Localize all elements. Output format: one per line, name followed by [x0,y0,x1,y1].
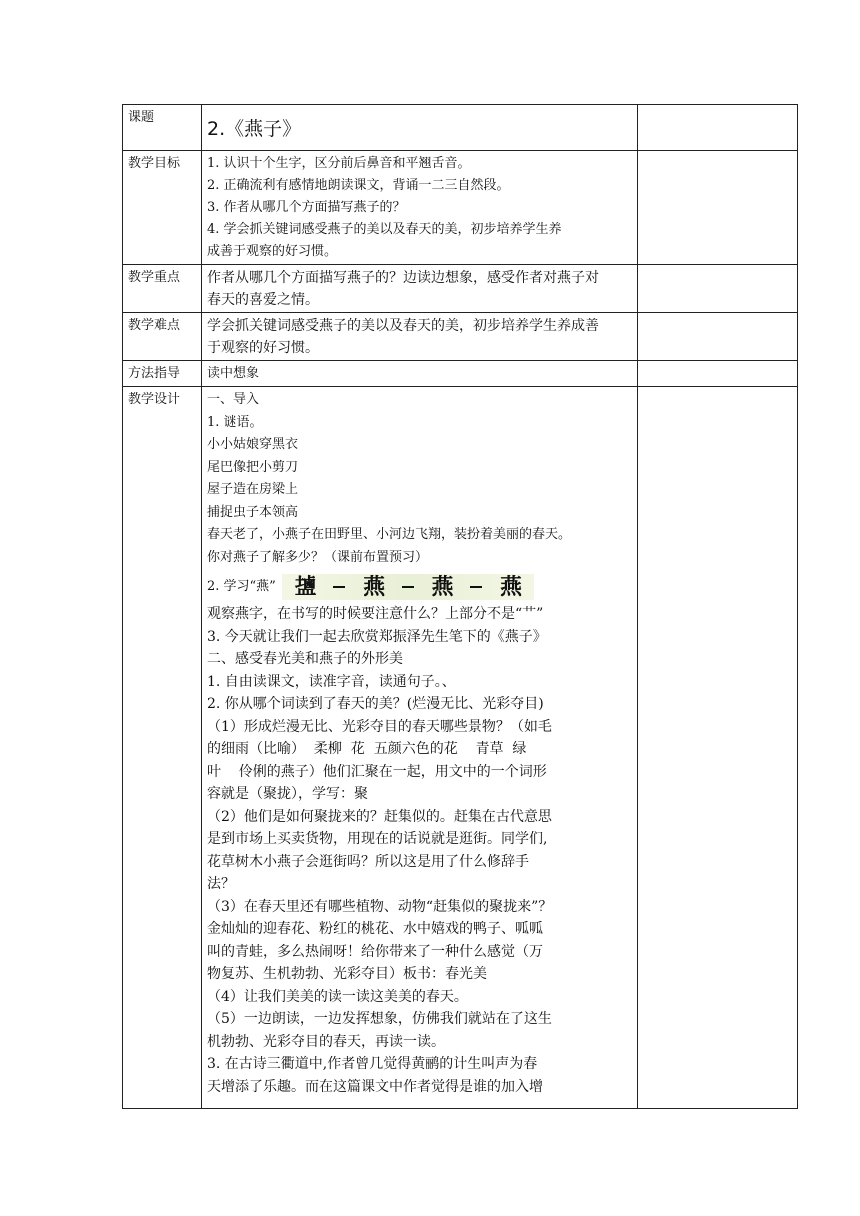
label-method: 方法指导 [123,361,202,387]
notes-cell-difficulty [638,313,798,361]
design-line: 花草树木小燕子会逛街吗？所以这是用了什么修辞手 [207,853,529,870]
label-title: 课题 [123,105,202,151]
design-line: 小小姑娘穿黑衣 [207,437,299,452]
label-design: 教学设计 [123,387,202,1109]
design-line: 容就是（聚拢），学写：聚 [207,786,368,802]
arrow-dash [333,586,345,588]
design-line: 1. 谜语。 [207,414,263,430]
design-line: 1. 自由读课文，读准字音，读通句子。、 [207,673,456,690]
design-line: 二、感受春光美和燕子的外形美 [207,651,403,667]
design-line: （3）在春天里还有哪些植物、动物“赶集似的聚拢来”？ [207,898,553,915]
design-line: 金灿灿的迎春花、粉红的桃花、水中嬉戏的鸭子、呱呱 [207,921,543,937]
yan-evolution-image [282,574,534,600]
design-cell [202,387,638,1109]
notes-cell-method [638,361,798,387]
design-line: 3. 在古诗三衢道中,作者曾几觉得黄鹂的计生叫声为春 [207,1056,538,1072]
label-difficulty: 教学难点 [123,313,202,361]
row-design [123,387,798,1109]
design-line: （4）让我们美美的读一读这美美的春天。 [207,988,468,1005]
label-goals: 教学目标 [123,151,202,265]
notes-cell-goals [638,151,798,265]
difficulty-line: 于观察的好习惯。 [207,340,319,356]
row-goals [123,151,798,265]
row-focus [123,265,798,313]
design-line: （2）他们是如何聚拢来的？赶集似的。赶集在古代意思 [207,808,552,825]
design-line: 叶 伶俐的燕子）他们汇聚在一起，用文中的一个词形 [207,763,547,780]
design-line: 叫的青蛙，多么热闹呀！给你带来了一种什么感觉（万 [207,943,543,960]
design-line: 观察燕字，在书写的时候要注意什么？上部分不是“艹” [207,606,544,622]
design-line: 屋子造在房梁上 [207,482,299,497]
goal-item: 成善于观察的好习惯。 [207,244,338,259]
design-line: 物复苏、生机勃勃、光彩夺目）板书：春光美 [207,966,487,982]
focus-line: 作者从哪几个方面描写燕子的？边读边想象，感受作者对燕子对 [207,270,599,286]
design-line: 的细雨（比喻） 柔柳 花 五颜六色的花 青草 绿 [207,741,527,757]
yan-glyph-oracle: 𪉩 [294,574,316,600]
lesson-title: 2.《燕子》 [202,105,638,151]
design-line: 法？ [207,876,235,892]
design-line: 天增添了乐趣。而在这篇课文中作者觉得是谁的加入增 [207,1078,543,1095]
design-line: （5）一边朗读，一边发挥想象，仿佛我们就站在了这生 [207,1011,552,1027]
design-line: 你对燕子了解多少？（课前布置预习） [207,549,429,565]
goal-item: 3. 作者从哪几个方面描写燕子的？ [207,200,406,215]
yan-glyph-clerical: 燕 [431,574,453,600]
row-method [123,361,798,387]
design-line: 机勃勃、光彩夺目的春天，再读一读。 [207,1033,445,1050]
yan-glyph-regular: 燕 [499,574,521,600]
yan-glyph-seal: 燕 [363,574,385,600]
goals-cell [202,151,638,265]
focus-cell [202,265,638,313]
difficulty-cell [202,313,638,361]
notes-cell-design [638,387,798,1109]
method-cell: 读中想象 [202,361,638,387]
design-line: 3. 今天就让我们一起去欣赏郑振泽先生笔下的《燕子》 [207,628,547,645]
notes-cell-title [638,105,798,151]
arrow-dash [402,586,414,588]
goal-item: 4. 学会抓关键词感受燕子的美以及春天的美，初步培养学生养 [207,222,562,237]
goal-item: 1. 认识十个生字，区分前后鼻音和平翘舌音。 [207,156,471,171]
notes-cell-focus [638,265,798,313]
goal-item: 2. 正确流利有感情地朗读课文，背诵一二三自然段。 [207,178,510,193]
yan-character-row [207,571,632,603]
design-line: 捕捉虫子本领高 [207,504,299,520]
row-difficulty [123,313,798,361]
design-line: 一、导入 [207,392,260,407]
label-focus: 教学重点 [123,265,202,313]
design-line: 春天老了，小燕子在田野里、小河边飞翔，装扮着美丽的春天。 [207,527,572,542]
difficulty-line: 学会抓关键词感受燕子的美以及春天的美，初步培养学生养成善 [207,318,599,334]
arrow-dash [470,586,482,588]
row-title [123,105,798,151]
design-line: 尾巴像把小剪刀 [207,459,299,475]
design-line: 是到市场上买卖货物，用现在的话说就是逛街。同学们, [207,831,548,847]
design-line: 2. 你从哪个词读到了春天的美？(烂漫无比、光彩夺目) [207,696,544,712]
design-line: （1）形成烂漫无比、光彩夺目的春天哪些景物？（如毛 [207,718,552,735]
focus-line: 春天的喜爱之情。 [207,292,319,308]
design-line: 2. 学习“燕” [207,579,276,594]
lesson-plan-table [122,104,798,1109]
